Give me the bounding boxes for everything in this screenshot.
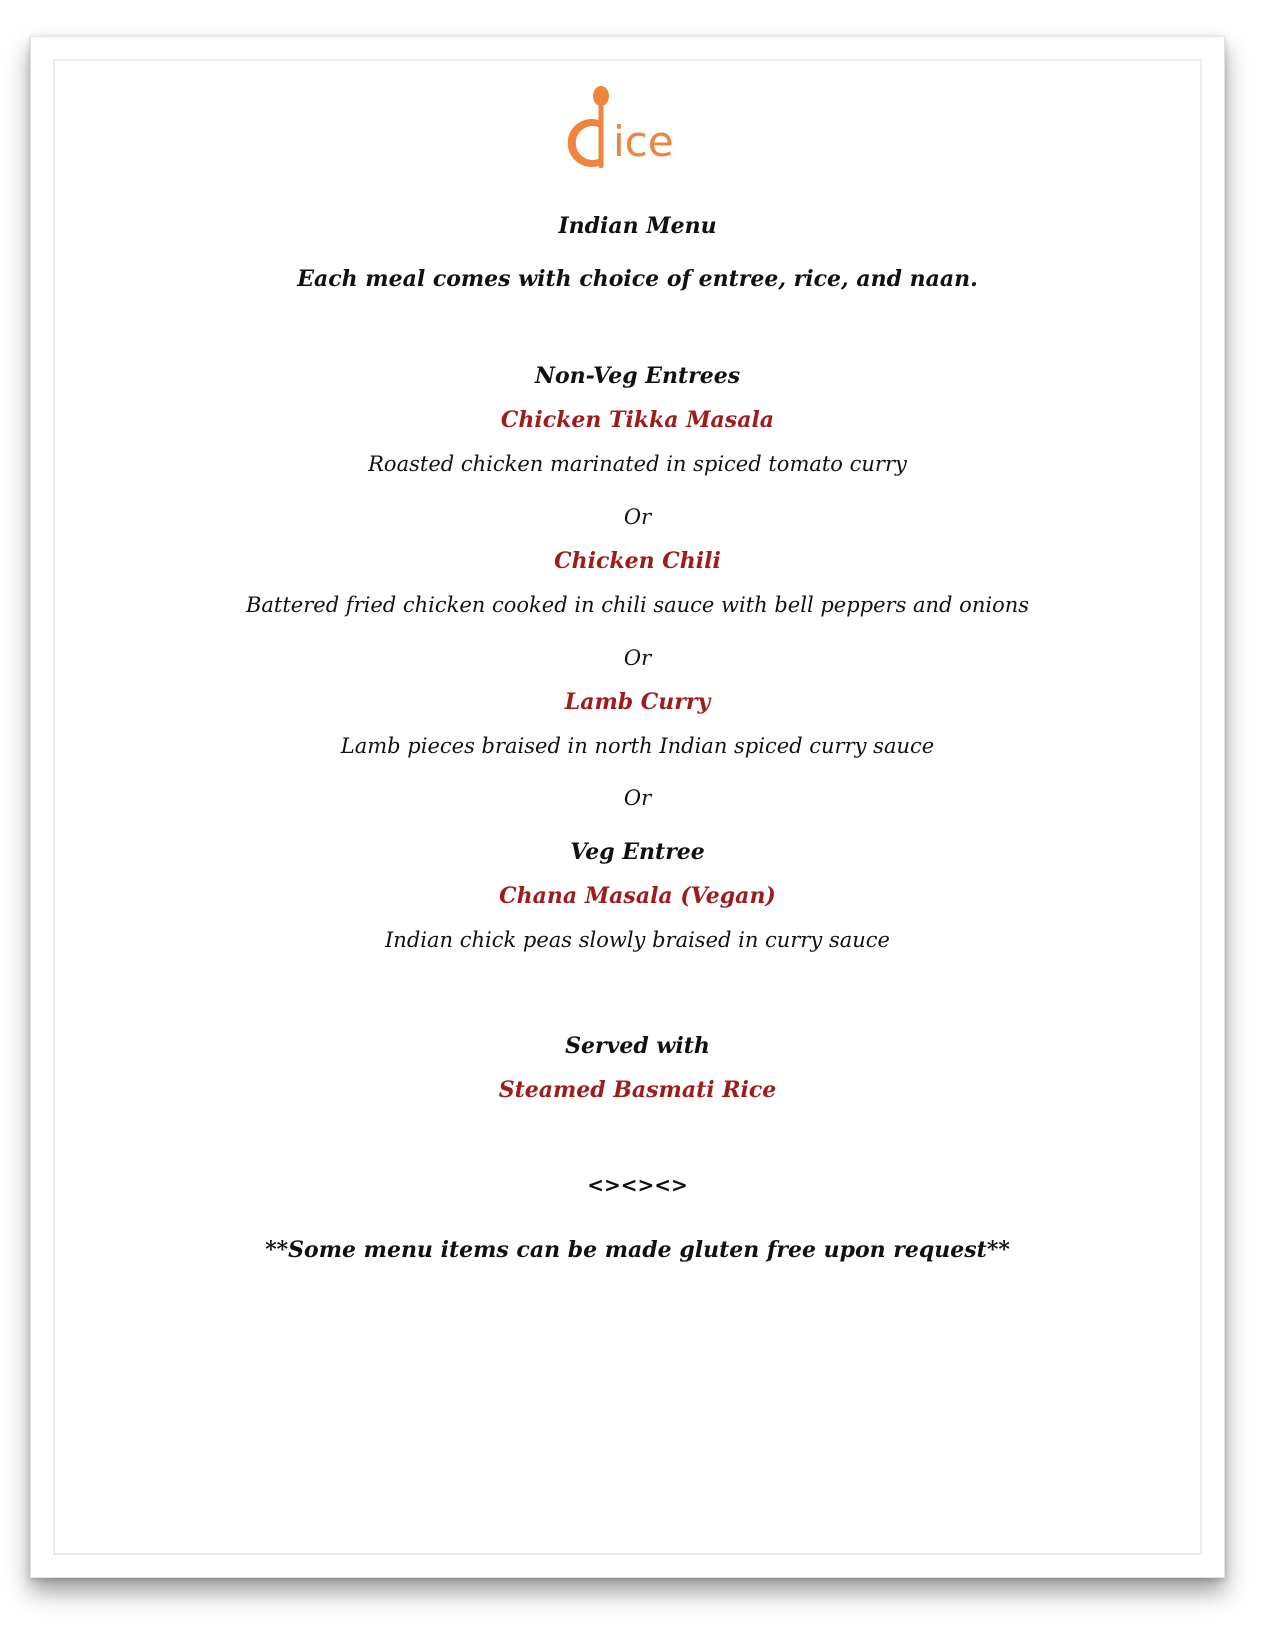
menu-subtitle: Each meal comes with choice of entree, rice, and naan.: [297, 266, 978, 292]
logo-text: ice: [613, 117, 674, 166]
gluten-free-note: **Some menu items can be made gluten free upon request**: [265, 1237, 1010, 1263]
or-separator: Or: [623, 646, 652, 670]
dish-name: Chicken Tikka Masala: [500, 407, 775, 433]
dish-name: Lamb Curry: [564, 689, 711, 715]
menu-title: Indian Menu: [558, 213, 717, 239]
dish-description: Roasted chicken marinated in spiced tomato curry: [368, 452, 907, 476]
served-item: Steamed Basmati Rice: [498, 1077, 777, 1103]
veg-heading: Veg Entree: [570, 839, 705, 865]
non-veg-heading: Non-Veg Entrees: [534, 363, 741, 389]
dish-description: Indian chick peas slowly braised in curry sauce: [385, 928, 890, 952]
dish-name: Chana Masala (Vegan): [499, 883, 776, 909]
or-separator: Or: [623, 786, 652, 810]
or-separator: Or: [623, 505, 652, 529]
served-with-heading: Served with: [565, 1033, 710, 1059]
dish-description: Lamb pieces braised in north Indian spiced curry sauce: [340, 734, 935, 758]
dish-description: Battered fried chicken cooked in chili sauce with bell peppers and onions: [245, 593, 1030, 617]
spoon-d-icon: [565, 84, 705, 179]
dice-logo: [565, 84, 705, 179]
decorative-separator: <><><>: [587, 1173, 688, 1197]
dish-name: Chicken Chili: [554, 548, 721, 574]
